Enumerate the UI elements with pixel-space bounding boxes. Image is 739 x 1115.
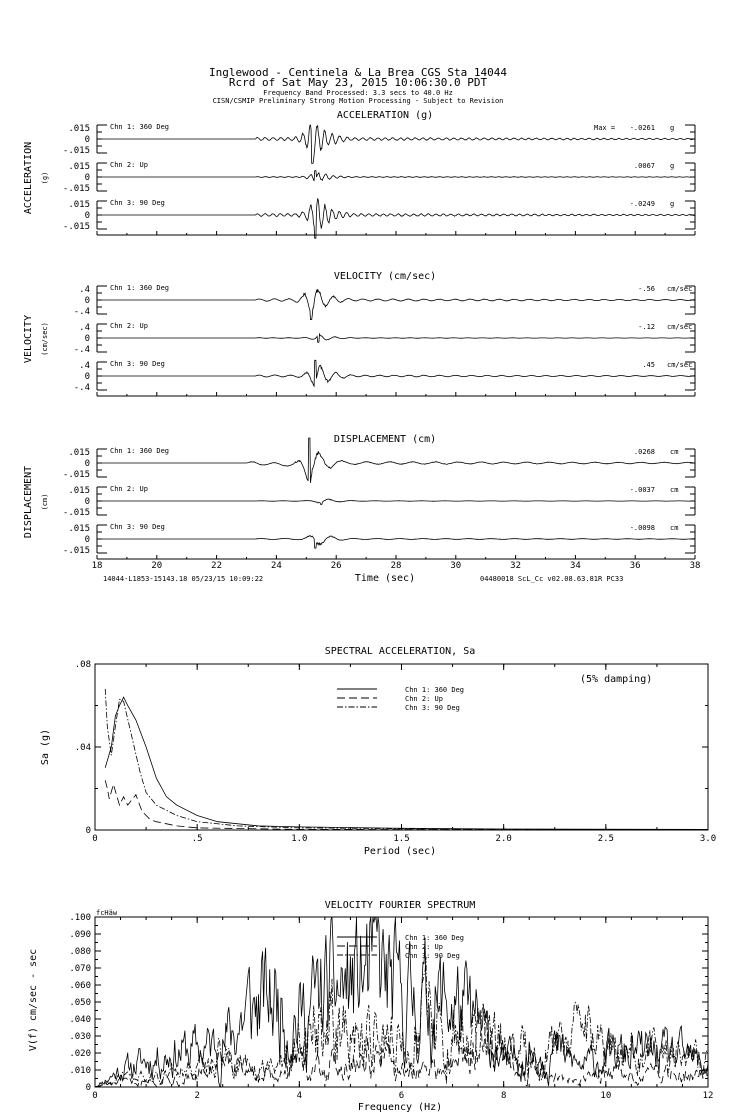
ytick-label: 0	[84, 497, 90, 507]
ytick-label: -.015	[62, 470, 90, 480]
y-tick-label: .08	[74, 660, 91, 670]
ytick-label: .015	[68, 524, 90, 534]
max-unit: cm/sec	[667, 323, 693, 331]
ytick-label: 0	[84, 296, 90, 306]
y-tick-label: .090	[69, 930, 91, 940]
channel-label: Chn 2: Up	[110, 485, 148, 493]
time-axis-label: Time (sec)	[354, 573, 416, 584]
series-line	[105, 697, 708, 829]
max-unit: cm/sec	[667, 361, 693, 369]
legend-label: Chn 2: Up	[405, 695, 443, 703]
max-value: .45	[642, 361, 655, 369]
max-value: -.0098	[629, 524, 655, 532]
y-tick-label: .060	[69, 981, 91, 991]
ytick-label: -.015	[62, 184, 90, 194]
y-tick-label: .020	[69, 1049, 91, 1059]
station-title: Inglewood - Centinela & La Brea CGS Sta 14044	[208, 66, 508, 79]
y-tick-label: .010	[69, 1066, 91, 1076]
time-tick-label: 22	[211, 561, 223, 571]
ytick-label: 0	[84, 211, 90, 221]
max-value: -.0261	[629, 124, 655, 132]
ytick-label: .015	[68, 486, 90, 496]
x-tick-label: 6	[398, 1091, 405, 1101]
y-tick-label: .04	[74, 743, 91, 753]
ytick-label: -.015	[62, 508, 90, 518]
y-tick-label: .070	[69, 964, 91, 974]
panel-ylabel: ACCELERATION	[23, 141, 34, 215]
channel-label: Chn 3: 90 Deg	[110, 360, 165, 368]
x-tick-label: 12	[702, 1091, 714, 1101]
time-tick-label: 34	[569, 561, 581, 571]
sa-xlabel: Period (sec)	[363, 846, 437, 857]
spectral-acceleration-chart	[75, 660, 716, 844]
x-tick-label: 8	[500, 1091, 507, 1101]
ytick-label: -.4	[73, 383, 90, 393]
x-tick-label: 1.0	[291, 834, 308, 844]
max-unit: cm	[670, 448, 679, 456]
ytick-label: -.015	[62, 546, 90, 556]
waveform-trace	[97, 334, 694, 342]
max-unit: g	[670, 124, 675, 132]
panel-yunit: (cm)	[41, 493, 49, 511]
max-unit: cm	[670, 524, 679, 532]
ytick-label: 0	[84, 459, 90, 469]
legend-label: Chn 1: 360 Deg	[405, 934, 465, 942]
x-tick-label: 0	[92, 834, 98, 844]
x-tick-label: 4	[296, 1091, 303, 1101]
ytick-label: .015	[68, 124, 90, 134]
max-value: -.12	[638, 323, 655, 331]
max-value: -.0249	[629, 200, 655, 208]
fs-ylabel: V(f) cm/sec - sec	[28, 948, 39, 1052]
x-tick-label: 2.5	[597, 834, 614, 844]
x-tick-label: 2	[194, 1091, 200, 1101]
legend-label: Chn 3: 90 Deg	[405, 704, 460, 712]
channel-label: Chn 1: 360 Deg	[110, 123, 170, 131]
ytick-label: .4	[79, 361, 90, 371]
ytick-label: -.4	[73, 345, 90, 355]
panel-title: ACCELERATION (g)	[336, 110, 434, 121]
plot-frame	[95, 917, 708, 1087]
ytick-label: -.015	[62, 146, 90, 156]
panel-yunit: (cm/sec)	[41, 322, 49, 356]
time-tick-label: 20	[151, 561, 163, 571]
ytick-label: -.015	[62, 222, 90, 232]
x-tick-label: .5	[191, 834, 203, 844]
y-tick-label: .100	[69, 913, 91, 923]
ytick-label: 0	[84, 372, 90, 382]
max-unit: cm/sec	[667, 285, 693, 293]
ytick-label: .4	[79, 323, 90, 333]
sa-ylabel: Sa (g)	[40, 728, 51, 766]
ytick-label: -.4	[73, 307, 90, 317]
series-line	[95, 917, 708, 1087]
ytick-label: 0	[84, 173, 90, 183]
time-tick-label: 30	[450, 561, 462, 571]
ytick-label: 0	[84, 334, 90, 344]
waveform-trace	[97, 499, 694, 505]
ytick-label: 0	[84, 135, 90, 145]
max-value: .0067	[633, 162, 655, 170]
max-prefix: Max =	[594, 124, 616, 132]
x-tick-label: 10	[600, 1091, 612, 1101]
max-unit: g	[670, 200, 675, 208]
panel-yunit: (g)	[41, 171, 49, 185]
x-tick-label: 2.0	[495, 834, 512, 844]
channel-label: Chn 3: 90 Deg	[110, 199, 165, 207]
waveform-trace	[97, 536, 694, 548]
ytick-label: .4	[79, 285, 90, 295]
ytick-label: .015	[68, 448, 90, 458]
sa-damping-note: (5% damping)	[580, 674, 653, 685]
panel-title: VELOCITY (cm/sec)	[333, 271, 437, 282]
channel-label: Chn 3: 90 Deg	[110, 523, 165, 531]
y-tick-label: .080	[69, 947, 91, 957]
processing-note: CISN/CSMIP Preliminary Strong Motion Processing - Subject to Revision	[212, 97, 504, 105]
ytick-label: .015	[68, 162, 90, 172]
legend-label: Chn 1: 360 Deg	[405, 686, 465, 694]
time-tick-label: 26	[330, 561, 342, 571]
max-value: .0268	[633, 448, 655, 456]
channel-label: Chn 2: Up	[110, 161, 148, 169]
max-value: -.56	[638, 285, 655, 293]
waveform-trace	[97, 171, 694, 181]
footer-right: 04480018 ScL_Cc v02.08.63.81R PC33	[480, 575, 624, 583]
waveform-trace	[97, 360, 694, 386]
channel-label: Chn 1: 360 Deg	[110, 284, 170, 292]
max-value: -.0037	[629, 486, 655, 494]
fs-xlabel: Frequency (Hz)	[357, 1102, 443, 1113]
legend-label: Chn 2: Up	[405, 943, 443, 951]
time-tick-label: 32	[510, 561, 522, 571]
time-tick-label: 18	[91, 561, 103, 571]
time-series-panels	[23, 110, 700, 571]
channel-label: Chn 1: 360 Deg	[110, 447, 170, 455]
max-unit: cm	[670, 486, 679, 494]
waveform-trace	[97, 289, 694, 320]
ytick-label: .015	[68, 200, 90, 210]
y-tick-label: 0	[85, 1083, 91, 1093]
fs-title: VELOCITY FOURIER SPECTRUM	[324, 900, 476, 911]
record-time: Rcrd of Sat May 23, 2015 10:06:30.0 PDT	[228, 76, 488, 89]
footer-left: 14044-L1853-15143.18 05/23/15 10:09:22	[103, 575, 264, 583]
panel-ylabel: DISPLACEMENT	[23, 465, 34, 539]
y-tick-label: 0	[85, 826, 91, 836]
y-tick-label: .030	[69, 1032, 91, 1042]
time-tick-label: 36	[629, 561, 641, 571]
max-unit: g	[670, 162, 675, 170]
x-tick-label: 1.5	[393, 834, 410, 844]
time-tick-label: 24	[270, 561, 282, 571]
x-tick-label: 3.0	[699, 834, 717, 844]
plot-frame	[95, 664, 708, 830]
panel-ylabel: VELOCITY	[23, 314, 34, 364]
time-tick-label: 38	[689, 561, 701, 571]
fs-corner-label: fcHäw	[96, 909, 118, 917]
series-line	[105, 780, 708, 830]
panel-title: DISPLACEMENT (cm)	[333, 434, 437, 445]
y-tick-label: .050	[69, 998, 91, 1008]
velocity-fourier-chart	[69, 913, 713, 1101]
sa-title: SPECTRAL ACCELERATION, Sa	[324, 646, 476, 657]
frequency-band: Frequency Band Processed: 3.3 secs to 40.0 Hz	[263, 89, 453, 97]
time-tick-label: 28	[390, 561, 402, 571]
x-tick-label: 0	[92, 1091, 98, 1101]
y-tick-label: .040	[69, 1015, 91, 1025]
channel-label: Chn 2: Up	[110, 322, 148, 330]
ytick-label: 0	[84, 535, 90, 545]
legend-label: Chn 3: 90 Deg	[405, 952, 460, 960]
